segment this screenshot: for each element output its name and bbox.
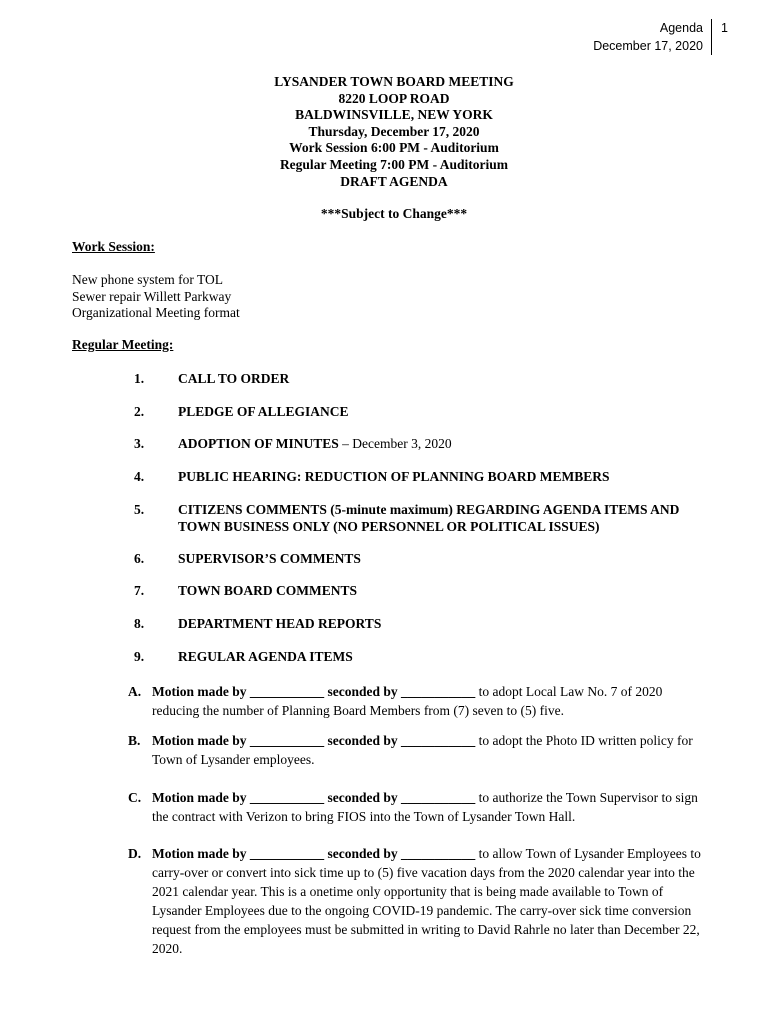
item-number: 3. bbox=[134, 436, 145, 451]
header-date: December 17, 2020 bbox=[593, 39, 703, 53]
motion-letter: A. bbox=[128, 684, 142, 699]
motion-item bbox=[128, 731, 708, 769]
motion-made-by: Motion made by ___________ bbox=[152, 733, 328, 748]
motion-letter: C. bbox=[128, 790, 142, 805]
agenda-item bbox=[134, 582, 714, 599]
item-number: 1. bbox=[134, 371, 145, 386]
meeting-title-block bbox=[0, 74, 770, 190]
motion-text: to adopt Local Law No. 7 of 2020 reducing the number of Planning Board Members from (7) seven to (5) five. bbox=[152, 684, 663, 718]
page-number: 1 bbox=[721, 21, 728, 35]
item-text: CALL TO ORDER bbox=[178, 371, 290, 386]
motion-item bbox=[128, 788, 708, 826]
list-item: Sewer repair Willett Parkway bbox=[72, 288, 232, 304]
work-session-list bbox=[72, 272, 240, 322]
item-number: 8. bbox=[134, 616, 145, 631]
motion-text: to authorize the Town Supervisor to sign the contract with Verizon to bring FIOS into the Town of Lysander Town Hall. bbox=[152, 790, 698, 824]
motion-letter: B. bbox=[128, 733, 141, 748]
motion-text: to adopt the Photo ID written policy for Town of Lysander employees. bbox=[152, 733, 693, 767]
item-text: ADOPTION OF MINUTES bbox=[178, 436, 339, 451]
title-line: Work Session 6:00 PM - Auditorium bbox=[289, 140, 499, 156]
motion-seconded-by: seconded by ___________ bbox=[327, 684, 476, 699]
agenda-item bbox=[134, 550, 714, 567]
motion-letter: D. bbox=[128, 846, 142, 861]
subject-notice: ***Subject to Change*** bbox=[320, 206, 468, 221]
agenda-item bbox=[134, 615, 714, 632]
item-text: SUPERVISOR’S COMMENTS bbox=[178, 551, 361, 566]
motion-made-by: Motion made by ___________ bbox=[152, 846, 328, 861]
motion-seconded-by: seconded by ___________ bbox=[327, 733, 476, 748]
list-item: Organizational Meeting format bbox=[72, 305, 240, 320]
item-date: – December 3, 2020 bbox=[338, 436, 452, 451]
item-text: PUBLIC HEARING: REDUCTION OF PLANNING BOARD MEMBERS bbox=[178, 469, 610, 484]
agenda-item bbox=[134, 648, 714, 665]
item-text: TOWN BOARD COMMENTS bbox=[178, 583, 358, 598]
work-session-heading: Work Session: bbox=[72, 239, 155, 254]
item-number: 2. bbox=[134, 404, 145, 419]
list-item: New phone system for TOL bbox=[72, 272, 223, 287]
motion-item bbox=[128, 844, 708, 958]
regular-meeting-heading: Regular Meeting: bbox=[72, 337, 174, 352]
title-line: BALDWINSVILLE, NEW YORK bbox=[295, 107, 493, 123]
title-line: Thursday, December 17, 2020 bbox=[308, 123, 480, 139]
item-number: 6. bbox=[134, 551, 145, 566]
item-number: 4. bbox=[134, 469, 145, 484]
item-number: 9. bbox=[134, 649, 145, 664]
agenda-item bbox=[134, 370, 714, 387]
item-number: 5. bbox=[134, 502, 145, 517]
agenda-item bbox=[134, 468, 714, 485]
item-text: CITIZENS COMMENTS (5-minute maximum) REGARDING AGENDA ITEMS AND TOWN BUSINESS ONLY (NO PERSONNEL OR POLITICAL ISSUES) bbox=[178, 502, 680, 534]
title-line: 8220 LOOP ROAD bbox=[338, 90, 450, 106]
motion-item bbox=[128, 682, 708, 720]
agenda-item bbox=[134, 435, 714, 452]
motion-made-by: Motion made by ___________ bbox=[152, 684, 328, 699]
agenda-item bbox=[134, 501, 694, 535]
header-label: Agenda bbox=[659, 21, 703, 35]
motion-made-by: Motion made by ___________ bbox=[152, 790, 328, 805]
title-line: Regular Meeting 7:00 PM - Auditorium bbox=[279, 156, 509, 172]
item-number: 7. bbox=[134, 583, 145, 598]
title-line: LYSANDER TOWN BOARD MEETING bbox=[274, 74, 514, 89]
motion-seconded-by: seconded by ___________ bbox=[327, 846, 476, 861]
title-line: DRAFT AGENDA bbox=[340, 173, 448, 189]
item-text: PLEDGE OF ALLEGIANCE bbox=[178, 404, 349, 419]
agenda-item bbox=[134, 403, 714, 420]
motion-seconded-by: seconded by ___________ bbox=[327, 790, 476, 805]
item-text: REGULAR AGENDA ITEMS bbox=[178, 649, 353, 664]
page-header bbox=[593, 19, 712, 55]
motion-text: to allow Town of Lysander Employees to carry-over or convert into sick time up to (5) five vacation days from the 2020 calendar year into the 2021 calendar year. This is a onetime only opportunity that is being made available to Town of Lysander Employees due to the ongoing COVID-19 pandemic. The carry-over sick time conversion request from the employees must be submitted in writing to David Rahrle no later than December 22, 2020. bbox=[152, 846, 701, 956]
item-text: DEPARTMENT HEAD REPORTS bbox=[178, 616, 382, 631]
